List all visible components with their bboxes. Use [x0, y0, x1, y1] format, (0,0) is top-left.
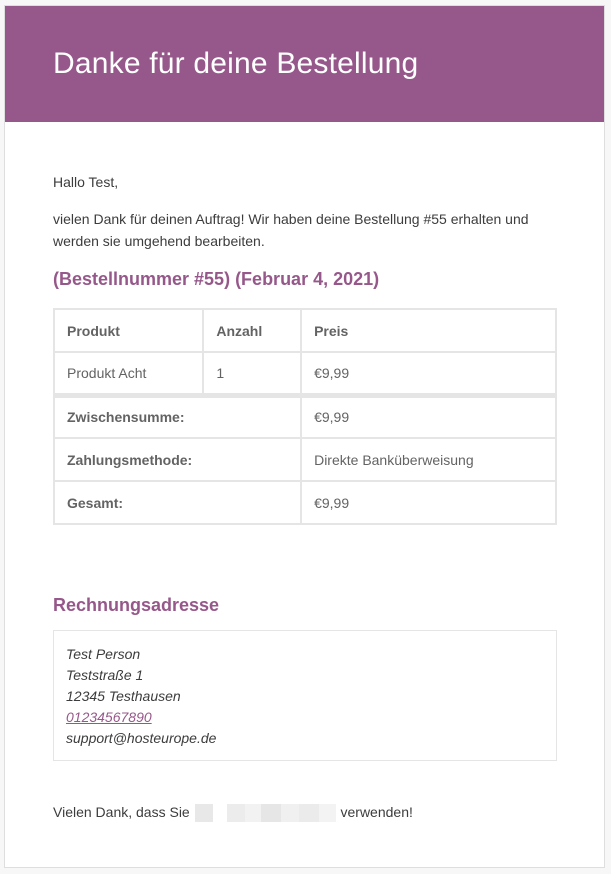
billing-city: 12345 Testhausen: [66, 688, 181, 704]
total-value: €9,99: [301, 481, 556, 524]
column-header-product: Produkt: [54, 309, 203, 352]
redacted-shop-name: [195, 804, 336, 822]
email-container: [4, 5, 605, 868]
column-header-price: Preis: [301, 309, 556, 352]
billing-email: support@hosteurope.de: [66, 730, 217, 746]
closing-text-before: Vielen Dank, dass Sie: [53, 804, 190, 820]
subtotal-value: €9,99: [301, 395, 556, 438]
totals-row-total: [54, 481, 556, 524]
closing-text-after: verwenden!: [340, 804, 413, 820]
intro-text: vielen Dank für deinen Auftrag! Wir haben deine Bestellung #55 erhalten und werden sie umgehend bearbeiten.: [53, 211, 529, 249]
billing-heading: Rechnungsadresse: [53, 595, 220, 615]
billing-street: Teststraße 1: [66, 667, 144, 683]
item-quantity: 1: [203, 352, 301, 395]
item-price: €9,99: [301, 352, 556, 395]
closing-text: [53, 801, 413, 823]
billing-name: Test Person: [66, 646, 141, 662]
email-title: Danke für deine Bestellung: [53, 47, 419, 80]
greeting-text: Hallo Test,: [53, 174, 119, 190]
total-label: Gesamt:: [54, 481, 301, 524]
order-table: [53, 308, 557, 525]
column-header-quantity: Anzahl: [203, 309, 301, 352]
payment-method-value: Direkte Banküberweisung: [301, 438, 556, 481]
table-header-row: [54, 309, 556, 352]
order-heading: (Bestellnummer #55) (Februar 4, 2021): [53, 269, 380, 289]
totals-row-payment: [54, 438, 556, 481]
item-product: Produkt Acht: [54, 352, 203, 395]
email-header: [5, 6, 604, 122]
subtotal-label: Zwischensumme:: [54, 395, 301, 438]
table-row: [54, 352, 556, 395]
totals-row-subtotal: [54, 395, 556, 438]
billing-address: [53, 630, 557, 761]
billing-phone-link[interactable]: 01234567890: [66, 709, 152, 725]
payment-method-label: Zahlungsmethode:: [54, 438, 301, 481]
